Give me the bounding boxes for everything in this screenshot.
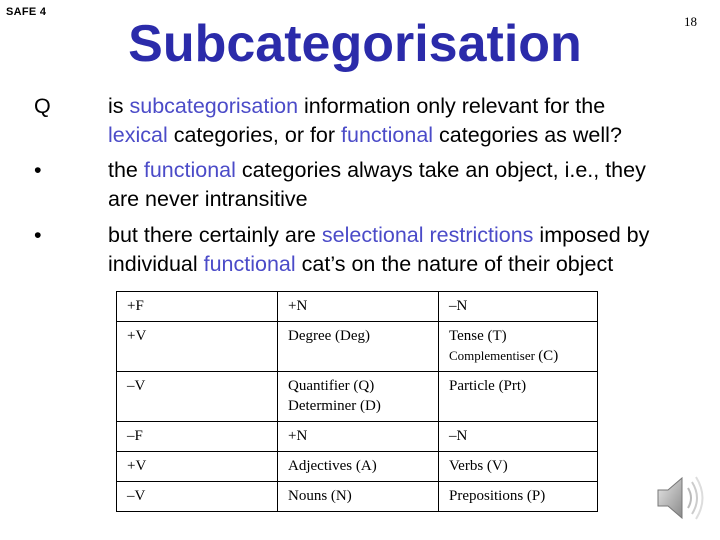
table-cell: +V (117, 452, 278, 482)
table-cell: Tense (T) Complementiser (C) (439, 322, 598, 372)
slide-tag: SAFE 4 (6, 6, 47, 18)
category-table (116, 291, 598, 512)
table-cell: –N (439, 292, 598, 322)
table-cell: +N (278, 422, 439, 452)
table-row (117, 452, 598, 482)
bullet-line: are never intransitive (108, 187, 308, 211)
table-cell: Particle (Prt) (439, 372, 598, 422)
table-cell: –V (117, 372, 278, 422)
table-cell: Degree (Deg) (278, 322, 439, 372)
table-cell: Quantifier (Q) Determiner (D) (278, 372, 439, 422)
slide-title: Subcategorisation (128, 15, 582, 73)
page-number: 18 (684, 14, 697, 29)
table-row (117, 292, 598, 322)
table-cell: +F (117, 292, 278, 322)
table-cell: –N (439, 422, 598, 452)
speaker-icon[interactable] (652, 472, 708, 524)
bullet-line: but there certainly are selectional restrictions imposed by (108, 223, 650, 247)
table-cell: Nouns (N) (278, 482, 439, 512)
table-cell: +N (278, 292, 439, 322)
table-row (117, 422, 598, 452)
table-row (117, 322, 598, 372)
table-cell: Verbs (V) (439, 452, 598, 482)
table-row (117, 372, 598, 422)
bullet-marker: • (34, 223, 42, 247)
table-cell: –F (117, 422, 278, 452)
table-row (117, 482, 598, 512)
bullet-line: the functional categories always take an object, i.e., they (108, 158, 646, 182)
table-cell: Prepositions (P) (439, 482, 598, 512)
bullet-marker: Q (34, 94, 51, 118)
bullet-line: is subcategorisation information only relevant for the (108, 94, 606, 118)
bullet-marker: • (34, 158, 42, 182)
bullet-line: lexical categories, or for functional categories as well? (108, 123, 622, 147)
table-cell: –V (117, 482, 278, 512)
table-cell: Adjectives (A) (278, 452, 439, 482)
table-cell: +V (117, 322, 278, 372)
bullet-line: individual functional cat’s on the nature of their object (108, 252, 614, 276)
